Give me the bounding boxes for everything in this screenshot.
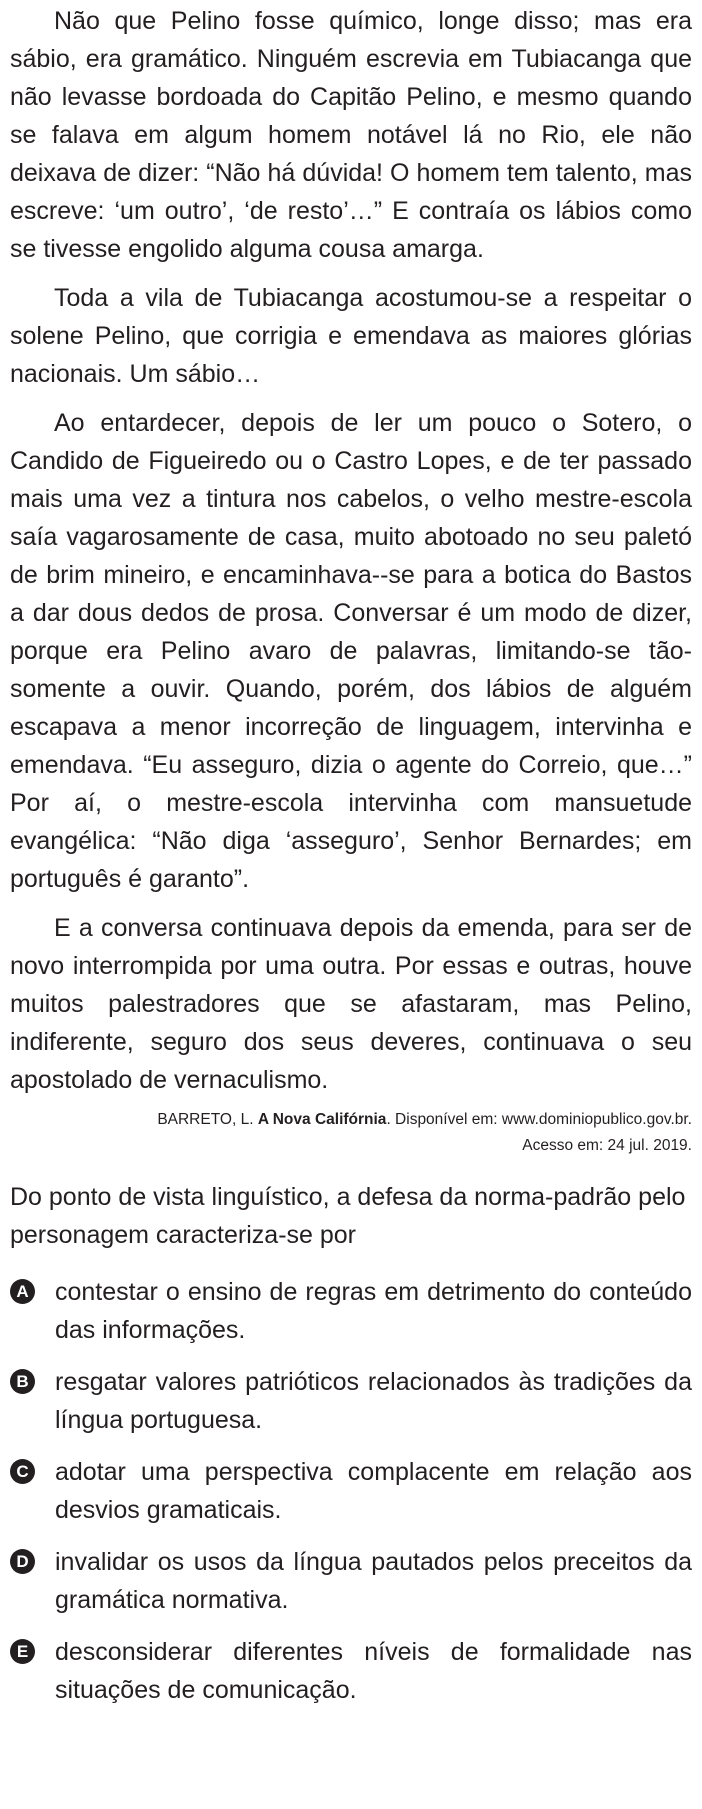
citation-title: A Nova Califórnia — [257, 1111, 387, 1128]
option-text: invalidar os usos da língua pautados pelos preceitos da gramática normativa. — [55, 1548, 692, 1614]
option-text: contestar o ensino de regras em detrimento do conteúdo das informações. — [55, 1278, 692, 1344]
answer-option-b[interactable] — [10, 1363, 692, 1439]
answer-option-c[interactable] — [10, 1453, 692, 1529]
answer-options — [10, 1273, 692, 1709]
citation-access-date: Acesso em: 24 jul. 2019. — [522, 1137, 692, 1154]
citation-line — [10, 1107, 692, 1133]
passage-paragraph: Ao entardecer, depois de ler um pouco o Sotero, o Candido de Figueiredo ou o Castro Lopes, e de ter passado mais uma vez a tintura nos cabelos, o velho mestre-escola saía vagarosamente de casa, muito abotoado no seu paletó de brim mineiro, e encaminhava--se para a botica do Bastos a dar dous dedos de prosa. Conversar é um modo de dizer, porque era Pelino avaro de palavras, limitando-se tão-somente a ouvir. Quando, porém, dos lábios de alguém escapava a menor incorreção de linguagem, intervinha e emendava. “Eu asseguro, dizia o agente do Correio, que…” Por aí, o mestre-escola intervinha com mansuetude evangélica: “Não diga ‘asseguro’, Senhor Bernardes; em português é garanto”. — [10, 409, 692, 893]
option-letter-badge: E — [10, 1639, 35, 1664]
passage-paragraph: Não que Pelino fosse químico, longe disso; mas era sábio, era gramático. Ninguém escrevia em Tubiacanga que não levasse bordoada do Capitão Pelino, e mesmo quando se falava em algum homem notável lá no Rio, ele não deixava de dizer: “Não há dúvida! O homem tem talento, mas escreve: ‘um outro’, ‘de resto’…” E contraía os lábios como se tivesse engolido alguma cousa amarga. — [10, 7, 692, 263]
passage-paragraph: Toda a vila de Tubiacanga acostumou-se a respeitar o solene Pelino, que corrigia e emendava as maiores glórias nacionais. Um sábio… — [10, 284, 692, 388]
option-letter-badge: B — [10, 1369, 35, 1394]
option-text: desconsiderar diferentes níveis de formalidade nas situações de comunicação. — [55, 1638, 692, 1704]
answer-option-d[interactable] — [10, 1543, 692, 1619]
literary-passage — [10, 0, 692, 1099]
passage-paragraph: E a conversa continuava depois da emenda, para ser de novo interrompida por uma outra. Por essas e outras, houve muitos palestradores que se afastaram, mas Pelino, indiferente, seguro dos seus deveres, continuava o seu apostolado de vernaculismo. — [10, 914, 692, 1094]
citation-author: BARRETO, L. — [157, 1111, 258, 1128]
answer-option-a[interactable] — [10, 1273, 692, 1349]
question-prompt: Do ponto de vista linguístico, a defesa da norma-padrão pelo personagem caracteriza-se por — [10, 1183, 686, 1249]
option-text: adotar uma perspectiva complacente em relação aos desvios gramaticais. — [55, 1458, 692, 1524]
citation-source: . Disponível em: www.dominiopublico.gov.br. — [386, 1111, 692, 1128]
option-text: resgatar valores patrióticos relacionados às tradições da língua portuguesa. — [55, 1368, 692, 1434]
option-letter-badge: A — [10, 1279, 35, 1304]
option-letter-badge: D — [10, 1549, 35, 1574]
answer-option-e[interactable] — [10, 1633, 692, 1709]
option-letter-badge: C — [10, 1459, 35, 1484]
source-citation — [10, 1107, 692, 1159]
